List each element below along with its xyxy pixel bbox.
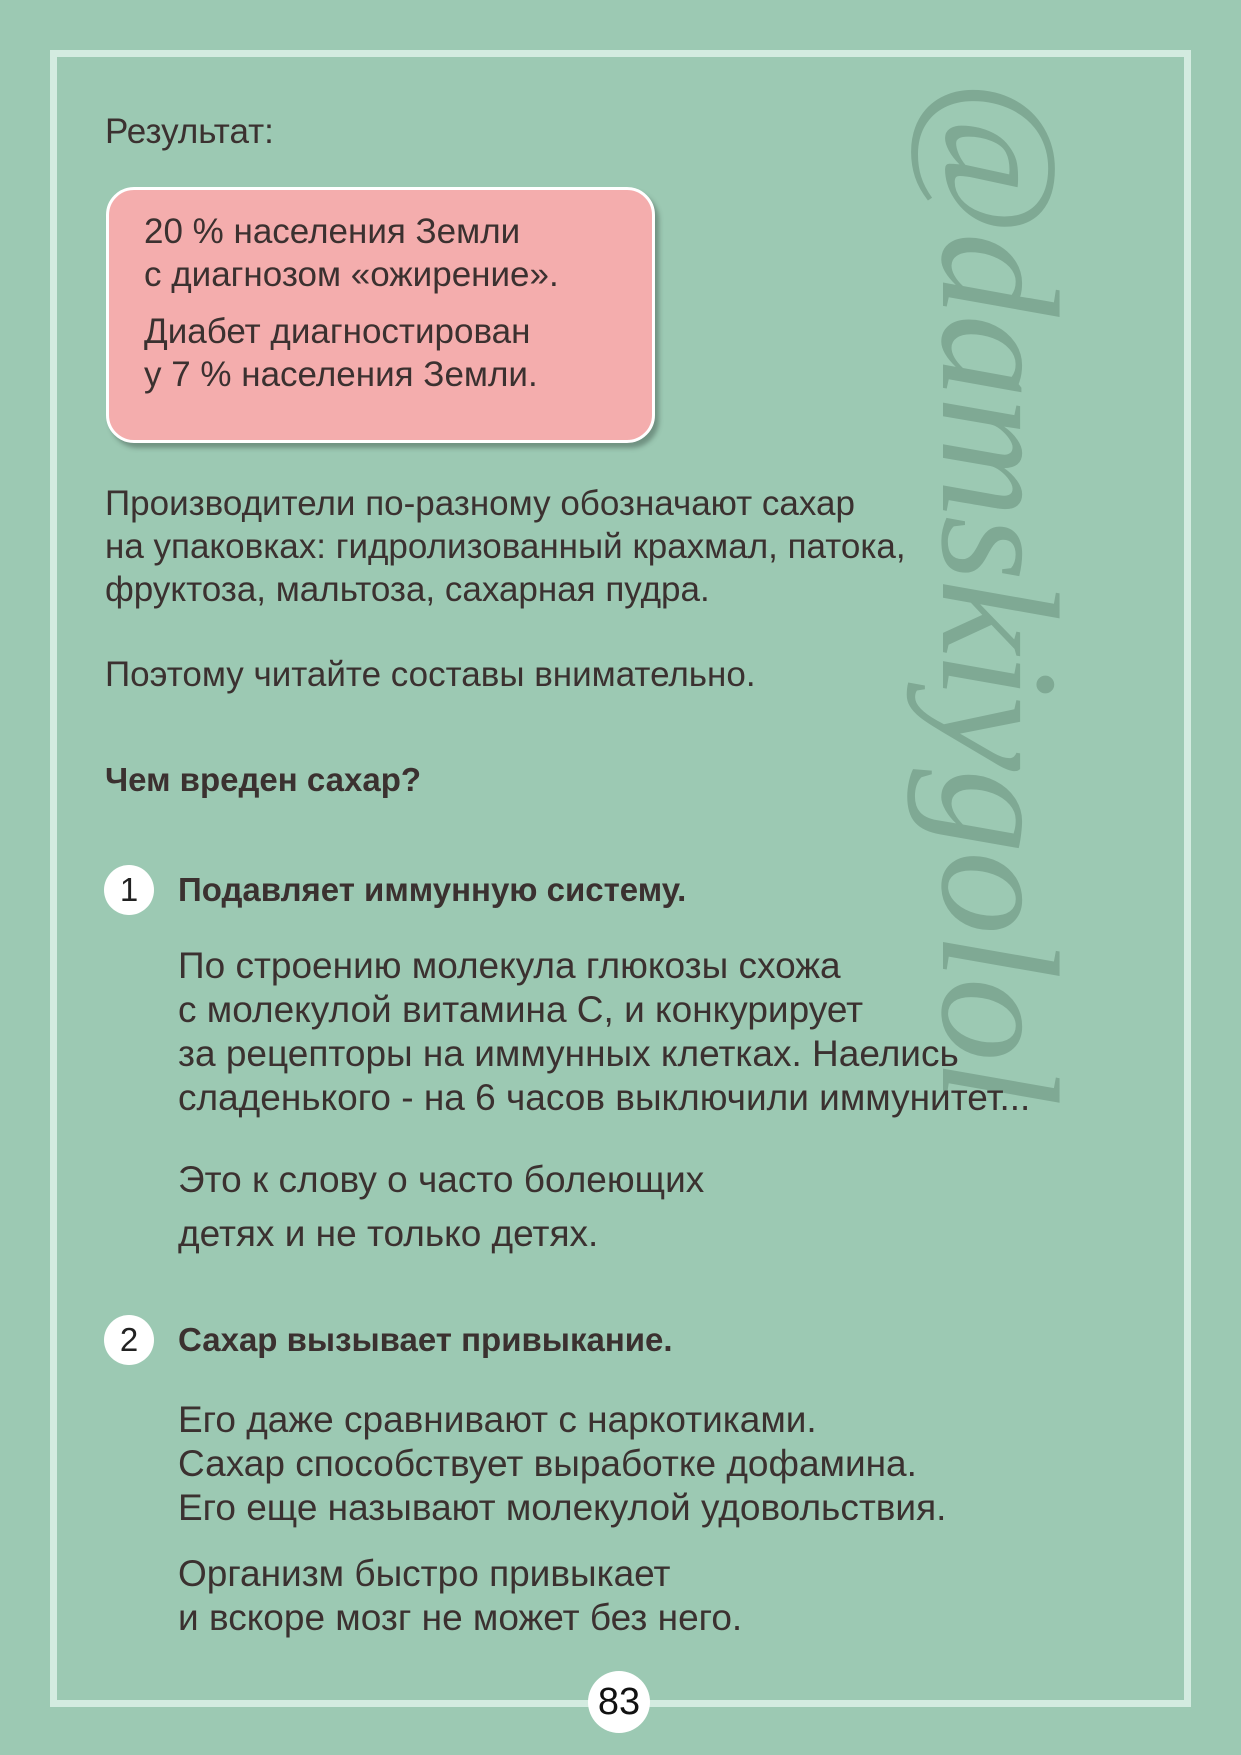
stat-card [106,187,655,443]
item-text-line: Это к слову о часто болеющих [178,1159,705,1200]
stat-line: с диагнозом «ожирение». [144,255,559,294]
stat-line: 20 % населения Земли [144,212,521,251]
stat-line: у 7 % населения Земли. [144,355,538,394]
section-heading: Чем вреден сахар? [105,761,422,798]
item-title: Подавляет иммунную систему. [178,871,687,908]
item-text-line: По строению молекула глюкозы схожа [178,945,841,986]
item-text-line: Его даже сравнивают с наркотиками. [178,1399,817,1440]
page-number: 83 [588,1671,650,1733]
item-text-line: Сахар способствует выработке дофамина. [178,1443,917,1484]
item-text-line: с молекулой витамина С, и конкурирует [178,989,864,1030]
item-number-badge: 2 [104,1315,154,1365]
intro-advice: Поэтому читайте составы внимательно. [105,655,756,694]
intro-line: Производители по-разному обозначают сахар [105,484,855,523]
item-text-line: Его еще называют молекулой удовольствия. [178,1487,947,1528]
watermark: @damskiygolol [906,80,1092,1105]
stat-line: Диабет диагностирован [144,312,531,351]
item-number-badge: 1 [104,865,154,915]
intro-line: фруктоза, мальтоза, сахарная пудра. [105,570,710,609]
item-text-line: и вскоре мозг не может без него. [178,1597,743,1638]
item-text-line: за рецепторы на иммунных клетках. Наелись [178,1033,959,1074]
item-text-line: детях и не только детях. [178,1213,599,1254]
item-title: Сахар вызывает привыкание. [178,1321,673,1358]
item-text-line: Организм быстро привыкает [178,1553,671,1594]
result-label: Результат: [105,112,274,151]
item-text-line: сладенького - на 6 часов выключили иммунитет... [178,1077,1031,1118]
intro-line: на упаковках: гидролизованный крахмал, патока, [105,527,906,566]
